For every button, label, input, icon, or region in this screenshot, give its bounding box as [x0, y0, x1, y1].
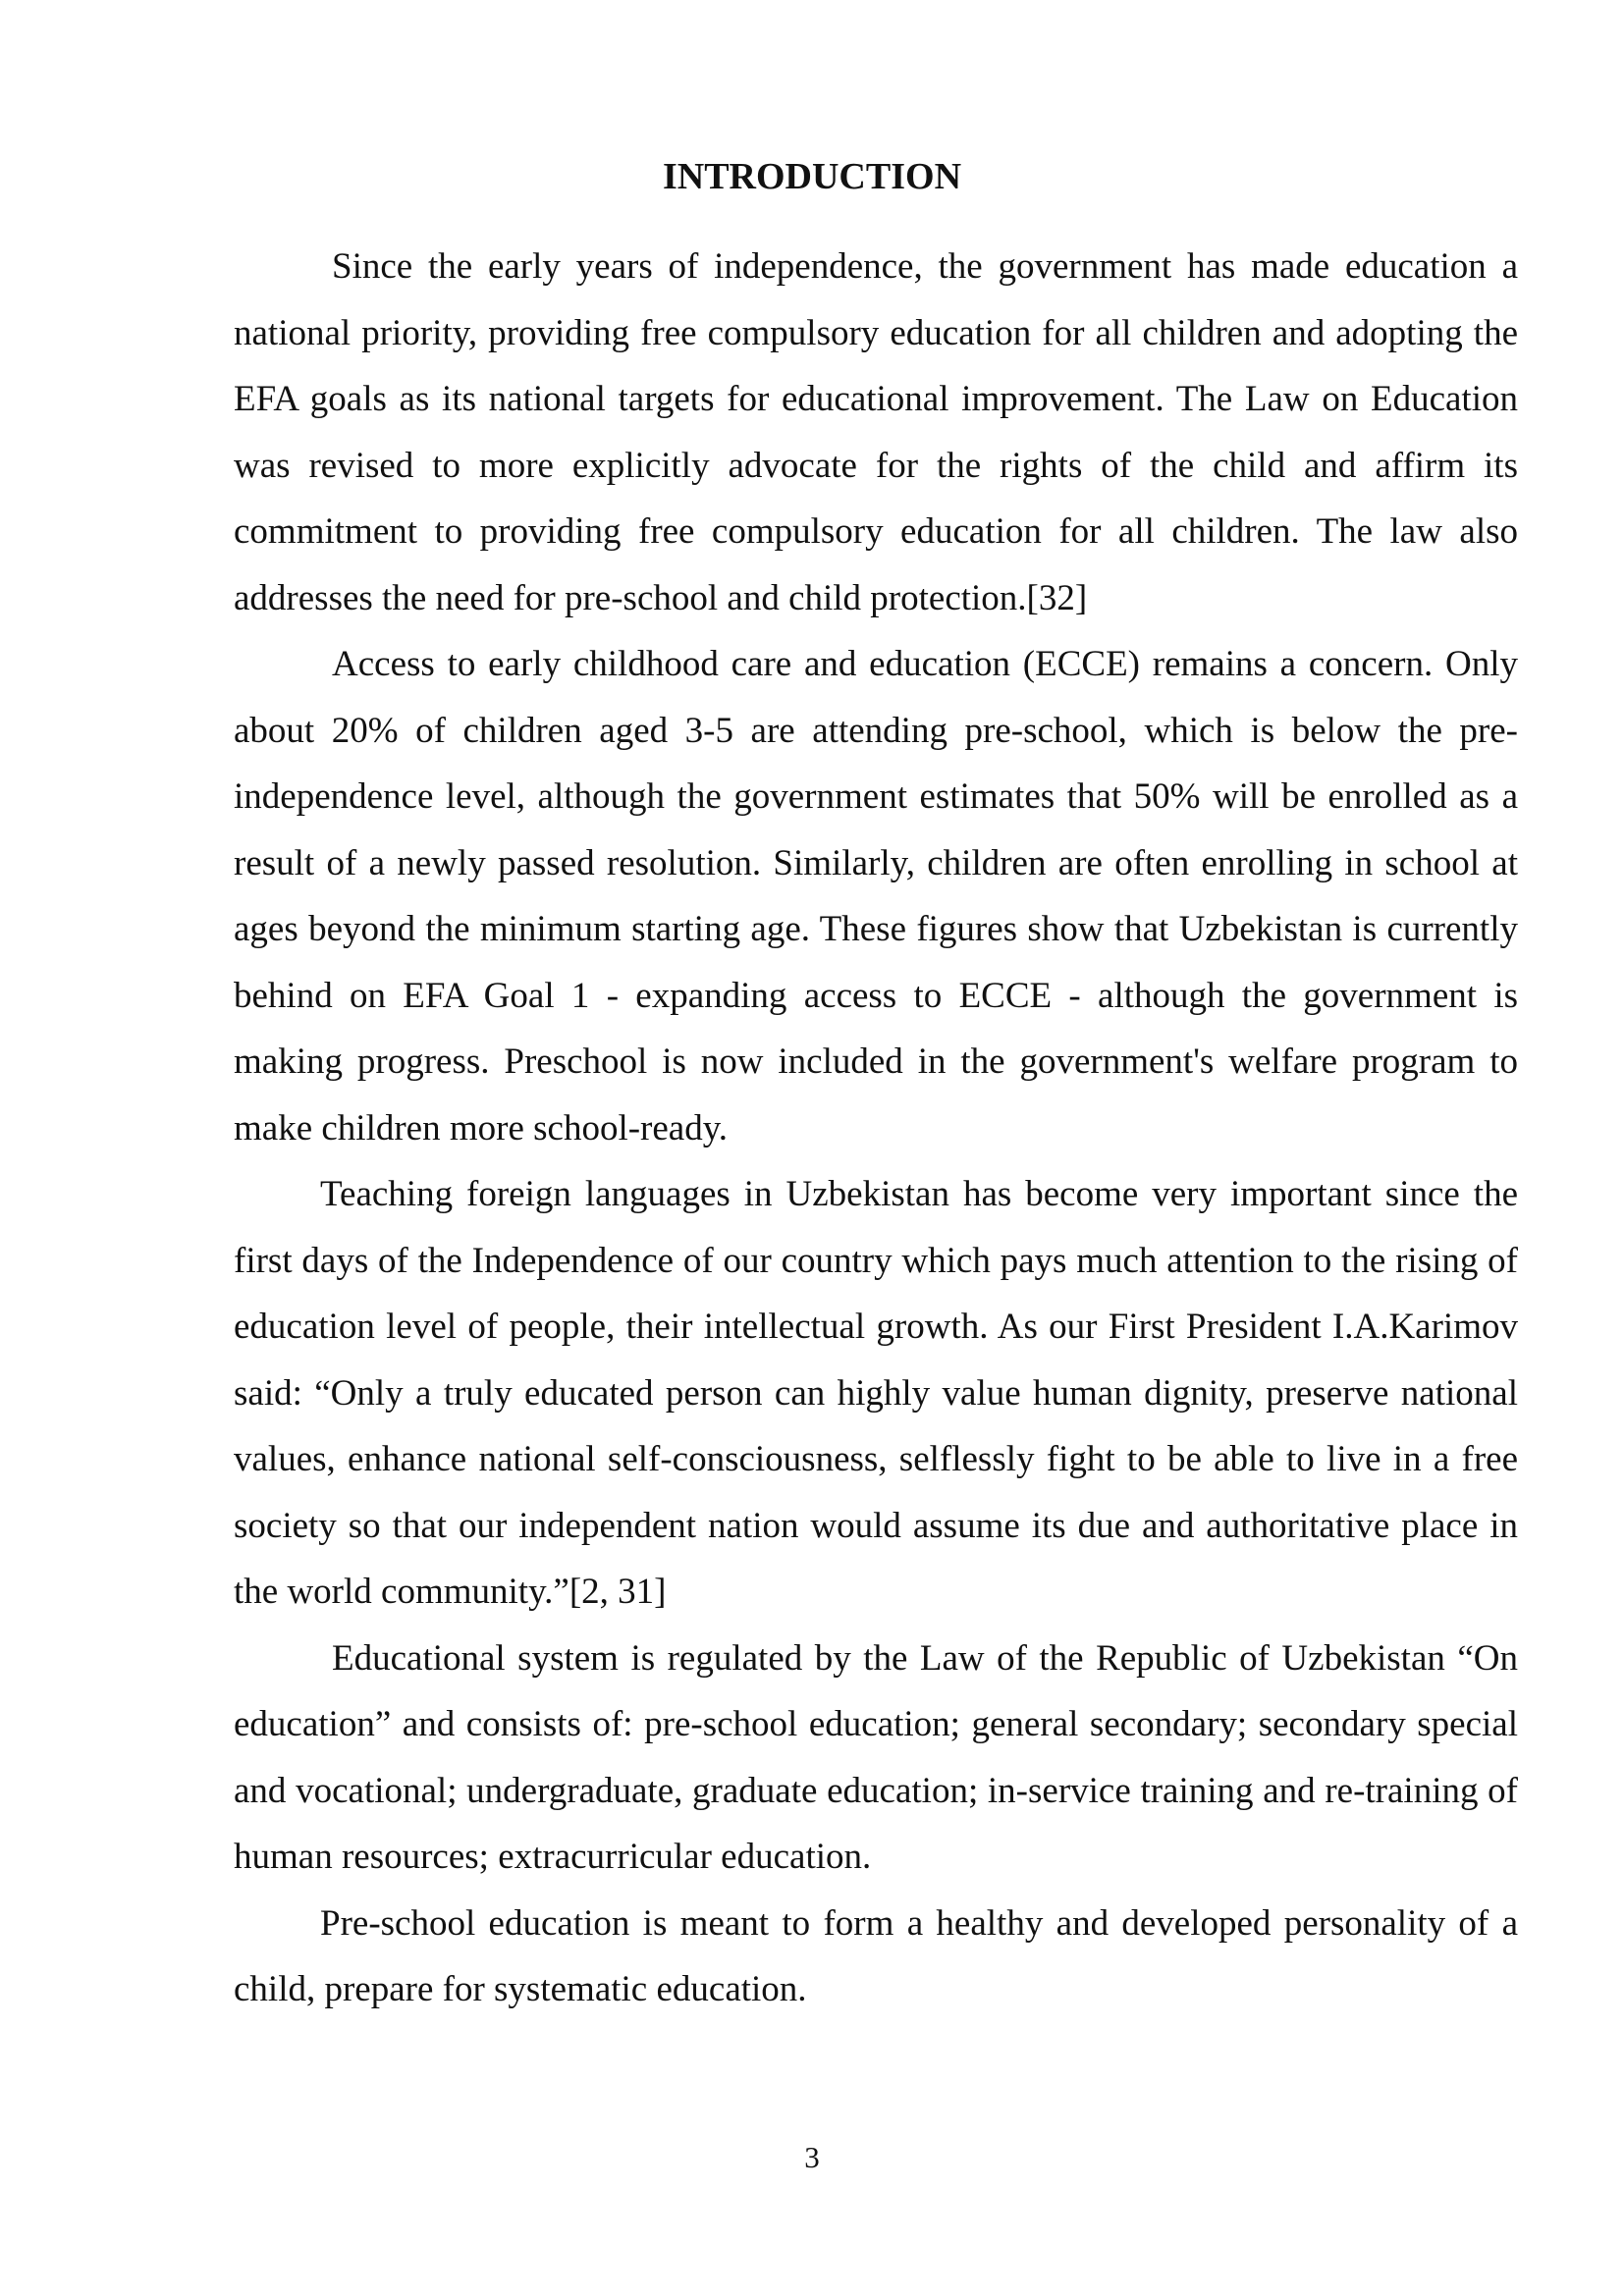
page-number: 3: [804, 2140, 820, 2174]
paragraph-educational-system: Educational system is regulated by the Law of the Republic of Uzbekistan “On education” and consists of: pre-school education; general secondary; secondary special and vocational; undergraduate, graduate education; in-service training and re-training of human resources; extracurricular education.: [234, 1637, 1518, 1877]
paragraph-ecce-access: Access to early childhood care and education (ECCE) remains a concern. Only about 20% of children aged 3-5 are attending pre-school, which is below the pre-independence level, although the government estimates that 50% will be enrolled as a result of a newly passed resolution. Similarly, children are often enrolling in school at ages beyond the minimum starting age. These figures show that Uzbekistan is currently behind on EFA Goal 1 - expanding access to ECCE - although the government is making progress. Preschool is now included in the government's welfare program to make children more school-ready.: [234, 644, 1518, 1148]
paragraph-independence-education: Since the early years of independence, the government has made education a national priority, providing free compulsory education for all children and adopting the EFA goals as its national targets for educational improvement. The Law on Education was revised to more explicitly advocate for the rights of the child and affirm its commitment to providing free compulsory education for all children. The law also addresses the need for pre-school and child protection.[32]: [234, 246, 1518, 618]
paragraph-foreign-languages: Teaching foreign languages in Uzbekistan has become very important since the first days of the Independence of our country which pays much attention to the rising of education level of people, their intellectual growth. As our First President I.A.Karimov said: “Only a truly educated person can highly value human dignity, preserve national values, enhance national self-consciousness, selflessly fight to be able to live in a free society so that our independent nation would assume its due and authoritative place in the world community.”[2, 31]: [234, 1174, 1518, 1612]
body-text: [234, 234, 1518, 2023]
paragraph-pre-school-education: Pre-school education is meant to form a healthy and developed personality of a child, prepare for systematic education.: [234, 1902, 1518, 2009]
page-title: INTRODUCTION: [662, 156, 962, 197]
